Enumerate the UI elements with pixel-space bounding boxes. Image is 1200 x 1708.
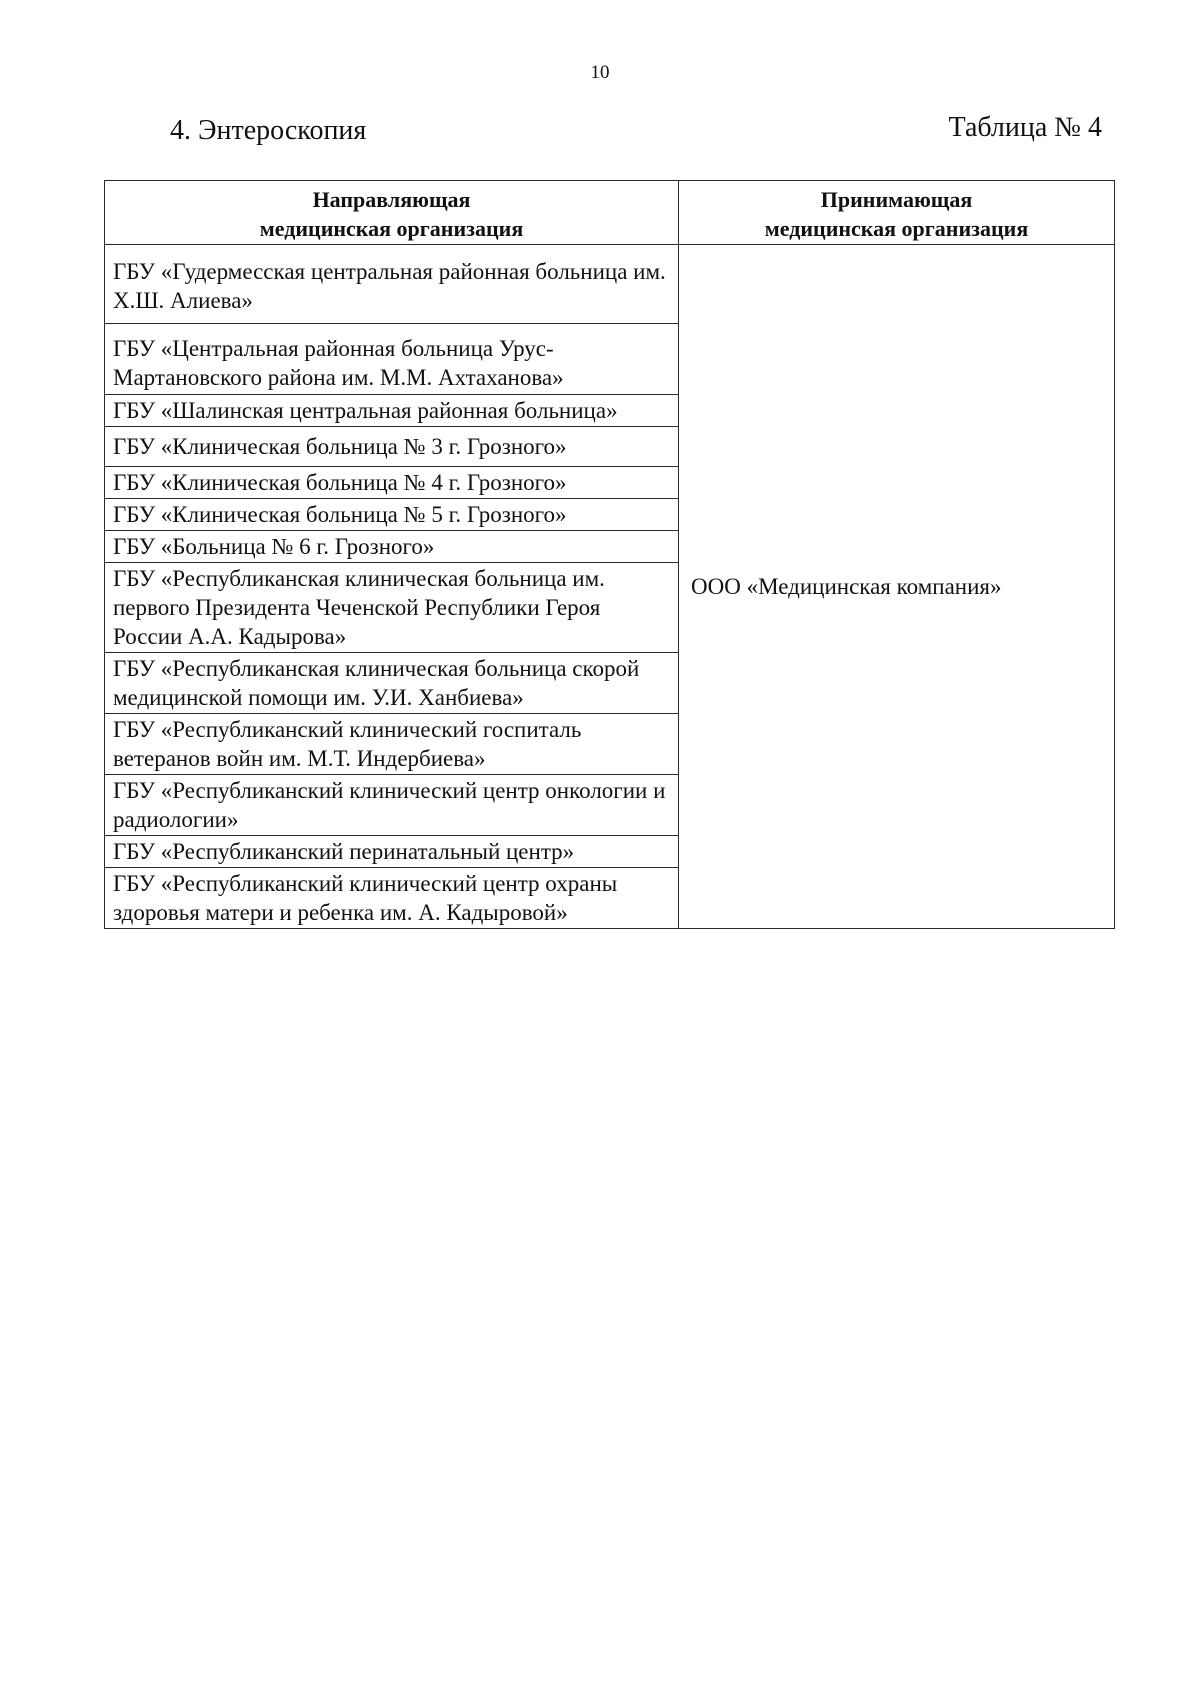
sender-organization: ГБУ «Гудермесская центральная районная больница им. Х.Ш. Алиева» [105, 245, 679, 324]
header-receiver-line2: медицинская организация [764, 216, 1029, 241]
table-label: Таблица № 4 [948, 112, 1102, 143]
sender-organization: ГБУ «Республиканский клинический госпиталь ветеранов войн им. М.Т. Индербиева» [105, 714, 679, 775]
sender-organization: ГБУ «Республиканская клиническая больница им. первого Президента Чеченской Республики Героя России А.А. Кадырова» [105, 563, 679, 653]
section-title: 4. Энтероскопия [170, 115, 367, 146]
header-sender-line1: Направляющая [312, 187, 471, 212]
sender-organization: ГБУ «Республиканский клинический центр онкологии и радиологии» [105, 775, 679, 836]
sender-organization: ГБУ «Республиканский клинический центр охраны здоровья матери и ребенка им. А. Кадыровой» [105, 868, 679, 929]
header-receiver-line1: Принимающая [820, 187, 973, 212]
referral-table [104, 180, 1115, 929]
table-row [105, 245, 1115, 324]
sender-organization: ГБУ «Центральная районная больница Урус-Мартановского района им. М.М. Ахтаханова» [105, 324, 679, 395]
sender-organization: ГБУ «Республиканская клиническая больница скорой медицинской помощи им. У.И. Ханбиева» [105, 653, 679, 714]
sender-organization: ГБУ «Клиническая больница № 4 г. Грозного» [105, 467, 679, 499]
header-sender-organization [105, 181, 679, 245]
referral-table-container [104, 180, 1114, 929]
sender-organization: ГБУ «Клиническая больница № 3 г. Грозного» [105, 427, 679, 467]
page-number: 10 [590, 62, 610, 83]
receiver-organization: ООО «Медицинская компания» [679, 245, 1115, 929]
header-receiver-organization [679, 181, 1115, 245]
sender-organization: ГБУ «Шалинская центральная районная больница» [105, 395, 679, 427]
sender-organization: ГБУ «Клиническая больница № 5 г. Грозного» [105, 499, 679, 531]
table-header-row [105, 181, 1115, 245]
sender-organization: ГБУ «Больница № 6 г. Грозного» [105, 531, 679, 563]
header-sender-line2: медицинская организация [259, 216, 524, 241]
sender-organization: ГБУ «Республиканский перинатальный центр» [105, 836, 679, 868]
